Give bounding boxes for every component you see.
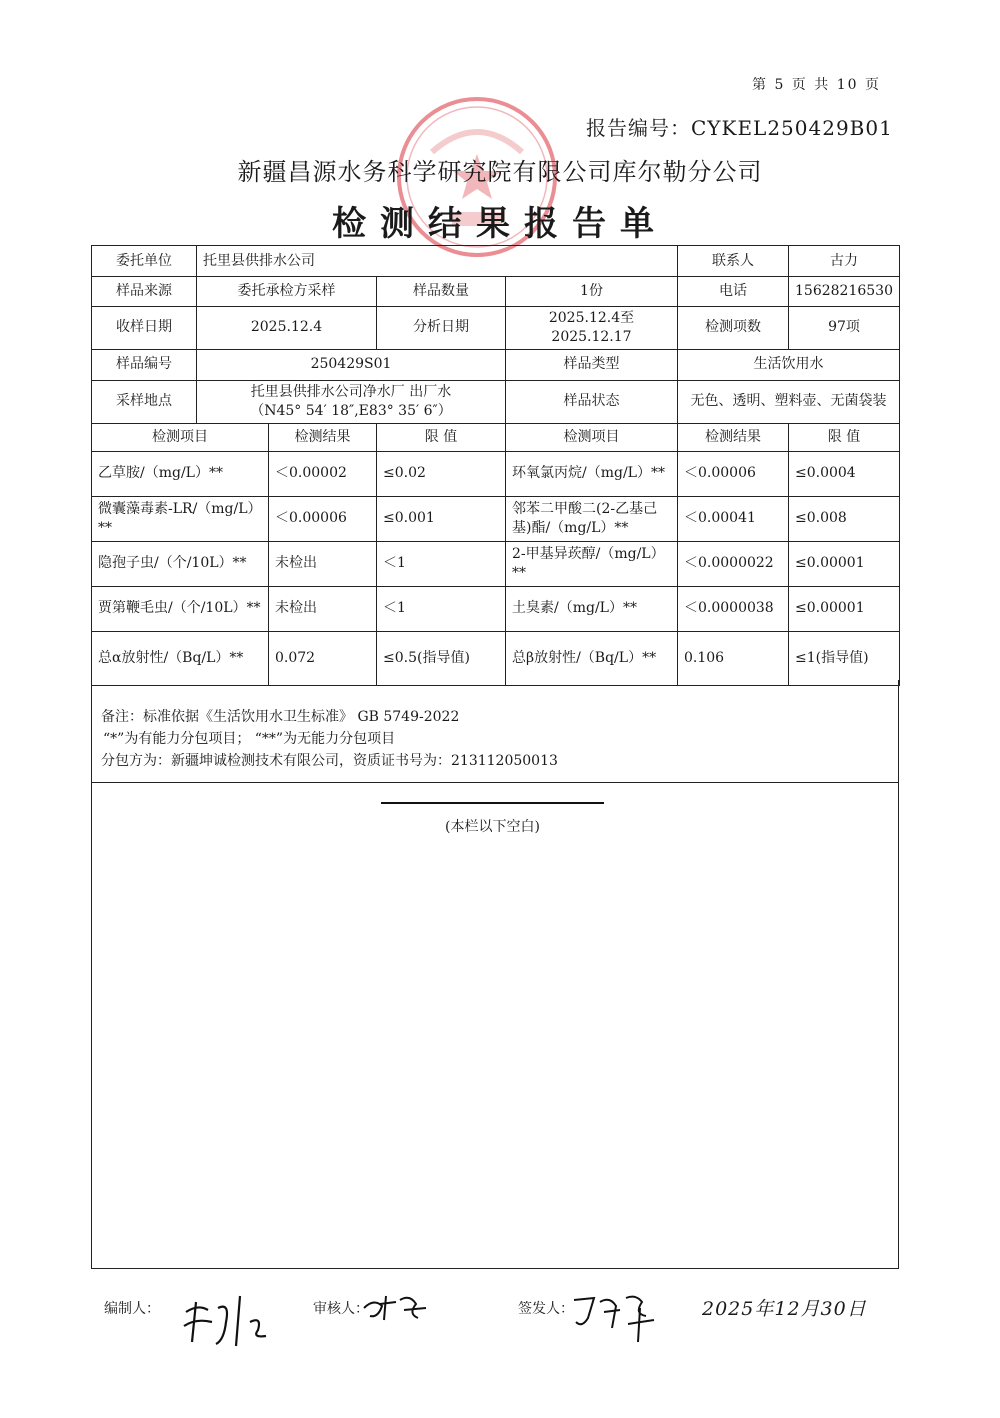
item-left: 贾第鞭毛虫/（个/10L）** <box>92 586 269 631</box>
col-item-left: 检测项目 <box>92 423 269 451</box>
result-right: ＜0.00041 <box>678 496 789 541</box>
result-left: ＜0.00006 <box>269 496 377 541</box>
result-right: ＜0.0000038 <box>678 586 789 631</box>
limit-right: ≤0.008 <box>789 496 900 541</box>
col-result-right: 检测结果 <box>678 423 789 451</box>
remarks <box>101 706 558 772</box>
analysis-value: 2025.12.4至2025.12.17 <box>506 307 678 350</box>
report-number: 报告编号：CYKEL250429B01 <box>586 116 893 140</box>
col-item-right: 检测项目 <box>506 423 678 451</box>
result-right: 0.106 <box>678 631 789 685</box>
site-line-1: 托里县供排水公司净水厂 出厂水 <box>250 383 452 400</box>
result-left: 0.072 <box>269 631 377 685</box>
qty-value: 1份 <box>506 277 678 307</box>
client-value: 托里县供排水公司 <box>197 246 678 277</box>
item-right: 邻苯二甲酸二(2-乙基己基)酯/（mg/L）** <box>506 496 678 541</box>
col-limit-left: 限 值 <box>377 423 506 451</box>
limit-right: ≤1(指导值) <box>789 631 900 685</box>
received-label: 收样日期 <box>92 307 197 350</box>
item-left: 隐孢子虫/（个/10L）** <box>92 541 269 586</box>
result-left: 未检出 <box>269 586 377 631</box>
item-left: 微囊藻毒素-LR/（mg/L）** <box>92 496 269 541</box>
remark-line-3: 分包方为：新疆坤诚检测技术有限公司，资质证书号为：213112050013 <box>101 753 558 769</box>
page-number: 第 5 页 共 10 页 <box>752 77 881 93</box>
compiler-signature-icon <box>178 1282 278 1352</box>
phone-value: 15628216530 <box>789 277 900 307</box>
item-right: 总β放射性/（Bq/L）** <box>506 631 678 685</box>
issuer-label: 签发人： <box>518 1301 574 1317</box>
organization-name: 新疆昌源水务科学研究院有限公司库尔勒分公司 <box>237 158 763 186</box>
contact-value: 古力 <box>789 246 900 277</box>
site-value <box>197 380 506 423</box>
compiler-label: 编制人： <box>104 1301 160 1317</box>
table-row <box>92 586 900 631</box>
items-count-value: 97项 <box>789 307 900 350</box>
limit-left: ≤0.5(指导值) <box>377 631 506 685</box>
page-title: 检测结果报告单 <box>332 204 668 244</box>
remark-line-2: “*”为有能力分包项目； “**”为无能力分包项目 <box>103 731 396 747</box>
limit-left: ≤0.001 <box>377 496 506 541</box>
col-limit-right: 限 值 <box>789 423 900 451</box>
table-row <box>92 451 900 496</box>
site-label: 采样地点 <box>92 380 197 423</box>
item-right: 2-甲基异莰醇/（mg/L）** <box>506 541 678 586</box>
limit-right: ≤0.0004 <box>789 451 900 496</box>
item-left: 总α放射性/（Bq/L）** <box>92 631 269 685</box>
result-right: ＜0.00006 <box>678 451 789 496</box>
limit-left: ≤0.02 <box>377 451 506 496</box>
site-line-2: （N45° 54′ 18″,E83° 35′ 6″） <box>250 402 452 419</box>
sample-id-value: 250429S01 <box>197 349 506 380</box>
source-label: 样品来源 <box>92 277 197 307</box>
sample-type-label: 样品类型 <box>506 349 678 380</box>
sample-type-value: 生活饮用水 <box>678 349 900 380</box>
blank-note: (本栏以下空白) <box>445 819 540 835</box>
table-row <box>92 496 900 541</box>
result-right: ＜0.0000022 <box>678 541 789 586</box>
result-left: 未检出 <box>269 541 377 586</box>
item-left: 乙草胺/（mg/L）** <box>92 451 269 496</box>
item-right: 土臭素/（mg/L）** <box>506 586 678 631</box>
source-value: 委托承检方采样 <box>197 277 377 307</box>
item-right: 环氧氯丙烷/（mg/L）** <box>506 451 678 496</box>
table-row <box>92 631 900 685</box>
contact-label: 联系人 <box>678 246 789 277</box>
received-value: 2025.12.4 <box>197 307 377 350</box>
limit-left: ＜1 <box>377 586 506 631</box>
client-label: 委托单位 <box>92 246 197 277</box>
blank-rule <box>381 802 604 804</box>
analysis-label: 分析日期 <box>377 307 506 350</box>
phone-label: 电话 <box>678 277 789 307</box>
sample-state-label: 样品状态 <box>506 380 678 423</box>
report-table <box>91 245 900 686</box>
sample-id-label: 样品编号 <box>92 349 197 380</box>
divider <box>91 782 899 783</box>
items-count-label: 检测项数 <box>678 307 789 350</box>
sample-state-value: 无色、透明、塑料壶、无菌袋装 <box>678 380 900 423</box>
col-result-left: 检测结果 <box>269 423 377 451</box>
qty-label: 样品数量 <box>377 277 506 307</box>
reviewer-label: 审核人： <box>313 1301 369 1317</box>
limit-right: ≤0.00001 <box>789 586 900 631</box>
issuer-signature-icon <box>570 1288 660 1344</box>
reviewer-signature-icon <box>360 1290 430 1324</box>
table-row <box>92 541 900 586</box>
limit-left: ＜1 <box>377 541 506 586</box>
result-left: ＜0.00002 <box>269 451 377 496</box>
sign-date: 2025年12月30日 <box>702 1298 867 1320</box>
remark-line-1: 备注：标准依据《生活饮用水卫生标准》 GB 5749-2022 <box>101 709 460 725</box>
limit-right: ≤0.00001 <box>789 541 900 586</box>
